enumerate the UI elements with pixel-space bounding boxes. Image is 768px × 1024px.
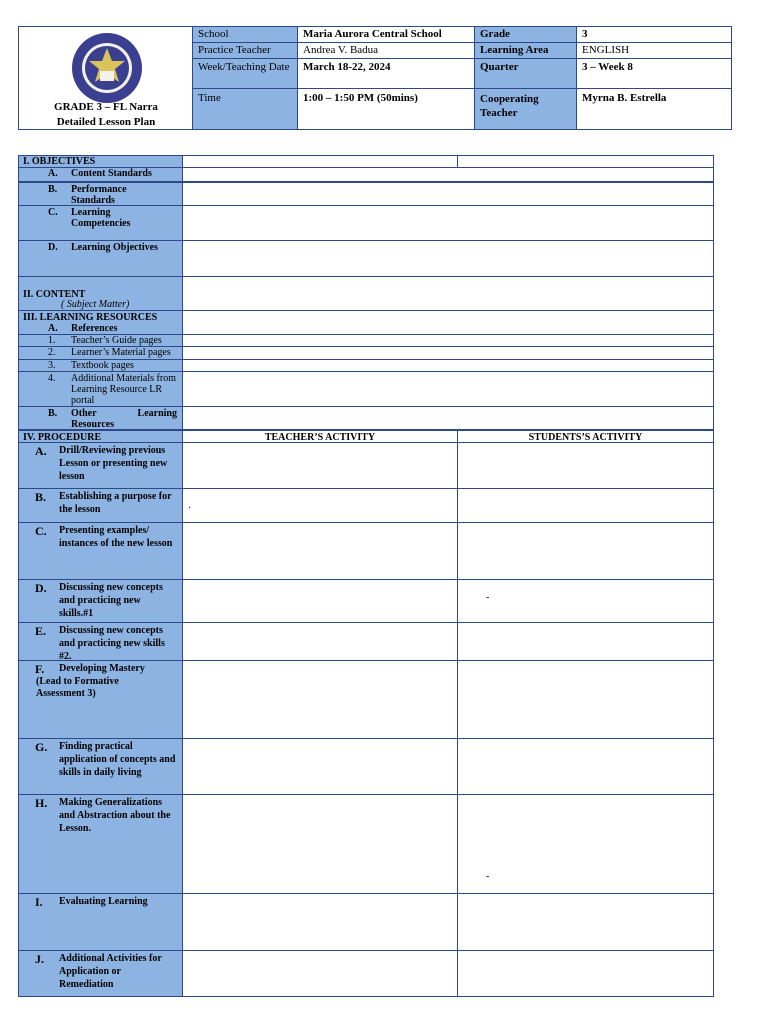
procedure-step-extra: (Lead to Formative Assessment 3) [36,676,119,699]
resource-b-text: Other Learning Resources [71,408,177,430]
resource-a-text: References [71,323,118,334]
row-divider [18,488,714,489]
column-divider [457,155,458,167]
procedure-step-text: Discussing new concepts and practicing new skills #2. [59,625,165,662]
row-divider [18,276,714,277]
content-column [182,155,714,997]
procedure-step-letter: I. [35,895,43,909]
procedure-step-letter: J. [35,952,44,966]
area-label: Learning Area [474,42,577,59]
area-value: ENGLISH [576,42,732,59]
coop-value: Myrna B. Estrella [576,88,732,130]
objectives-heading: I. OBJECTIVES [23,156,96,167]
row-divider [18,950,714,951]
deped-seal-icon [70,31,144,105]
column-divider [457,429,458,997]
teacher-label: Practice Teacher [192,42,298,59]
school-value: Maria Aurora Central School [297,26,475,43]
procedure-step-letter: C. [35,524,47,538]
row-divider [18,622,714,623]
plan-title: Detailed Lesson Plan [56,116,156,128]
procedure-step-text: Drill/Reviewing previous Lesson or presenting new lesson [59,445,168,482]
procedure-step-letter: G. [35,740,48,754]
week-value: March 18-22, 2024 [297,58,475,89]
procedure-heading: IV. PROCEDURE [23,432,102,443]
students-activity-heading: STUDENTS’S ACTIVITY [528,432,643,443]
school-label: School [192,26,298,43]
procedure-step-letter: D. [35,581,47,595]
procedure-step-text: Additional Activities for Application or Remediation [59,953,162,990]
row-divider [18,429,714,431]
coop-label: Cooperating Teacher [474,88,577,130]
row-divider [18,240,714,241]
objective-c-text: Learning Competencies [71,207,131,229]
row-divider [18,738,714,739]
row-divider [18,522,714,523]
time-value: 1:00 – 1:50 PM (50mins) [297,88,475,130]
row-divider [18,442,714,443]
objective-a-letter: A. [48,168,58,179]
procedure-step-text: Making Generalizations and Abstraction about the Lesson. [59,797,171,834]
objective-d-letter: D. [48,242,58,253]
resource-b-letter: B. [48,408,58,419]
grade-label: Grade [474,26,577,43]
stray-dash-1: - [486,592,490,603]
resource-1-number: 1. [48,335,56,346]
label-column [18,155,183,997]
teacher-value: Andrea V. Badua [297,42,475,59]
row-divider [18,334,714,335]
grade-value: 3 [576,26,732,43]
row-divider [18,794,714,795]
procedure-step-letter: F. [35,662,45,676]
resource-2-text: Learner’s Material pages [71,347,171,358]
objective-d-text: Learning Objectives [71,242,158,253]
resource-4-number: 4. [48,373,56,384]
procedure-step-text: Discussing new concepts and practicing new skills.#1 [59,582,163,619]
row-divider [18,310,714,311]
quarter-value: 3 – Week 8 [576,58,732,89]
content-heading: II. CONTENT [23,289,86,300]
resource-a-letter: A. [48,323,58,334]
time-label: Time [192,88,298,130]
row-divider [18,359,714,360]
resource-3-number: 3. [48,360,56,371]
procedure-step-letter: E. [35,624,47,638]
procedure-step-letter: B. [35,490,47,504]
stray-dot: · [188,503,192,514]
procedure-step-text: Finding practical application of concepts and skills in daily living [59,741,176,778]
procedure-step-text: Presenting examples/ instances of the new lesson [59,525,173,549]
header-logo-block [18,26,192,130]
divider [18,181,714,183]
procedure-step-letter: H. [35,796,48,810]
resource-3-text: Textbook pages [71,360,134,371]
row-divider [18,205,714,206]
row-divider [18,893,714,894]
content-sub: ( Subject Matter) [61,299,130,310]
objective-c-letter: C. [48,207,58,218]
resource-4-text: Additional Materials from Learning Resource LR portal [71,373,176,406]
quarter-label: Quarter [474,58,577,89]
resource-2-number: 2. [48,347,56,358]
row-divider [18,579,714,580]
procedure-step-letter: A. [35,444,47,458]
procedure-step-text: Establishing a purpose for the lesson [59,491,172,515]
class-title: GRADE 3 – FL Narra [54,101,158,113]
procedure-step-text: Developing Mastery [59,663,145,674]
objective-b-letter: B. [48,184,58,195]
row-divider [18,371,714,372]
week-label: Week/Teaching Date [192,58,298,89]
stray-dash-2: - [486,871,490,882]
teacher-activity-heading: TEACHER’S ACTIVITY [264,432,376,443]
row-divider [18,406,714,407]
procedure-step-text: Evaluating Learning [59,896,148,907]
objective-b-text: Performance Standards [71,184,127,206]
row-divider [18,346,714,347]
objective-a-text: Content Standards [71,168,152,179]
row-divider [18,167,714,168]
resource-1-text: Teacher’s Guide pages [71,335,162,346]
resources-heading: III. LEARNING RESOURCES [23,312,158,323]
